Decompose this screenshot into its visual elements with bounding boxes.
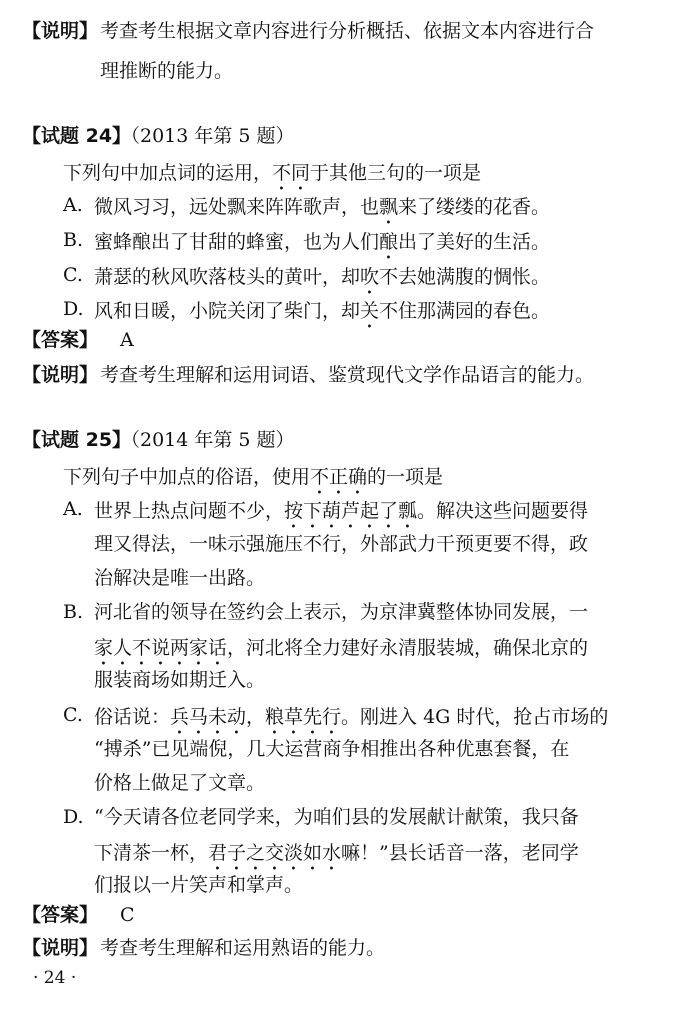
question-meta: （2014 年第 5 题） <box>121 429 295 451</box>
option-text: 蜜蜂酿出了甘甜的蜂蜜，也为人们酿出了美好的生活。 <box>94 231 551 253</box>
emphasis-text: 飘 <box>379 196 399 218</box>
option-label: B. <box>63 229 84 251</box>
emphasis-text: 家人不说两家话 <box>94 637 228 659</box>
explain-tag: 【说明】 <box>22 364 99 386</box>
emphasis-text: 酿 <box>379 231 399 253</box>
option-text: 风和日暖，小院关闭了柴门，却关不住那满园的春色。 <box>94 300 551 322</box>
option-text: 萧瑟的秋风吹落枝头的黄叶，却吹不去她满腹的惆怅。 <box>94 266 551 288</box>
option-text: 下清茶一杯，君子之交淡如水嘛！”县长话音一落，老同学 <box>94 842 579 864</box>
page-number: · 24 · <box>33 968 77 988</box>
emphasis-text: 按下葫芦起了瓢 <box>284 500 418 522</box>
option-text: 世界上热点问题不少，按下葫芦起了瓢。解决这些问题要得 <box>94 500 589 522</box>
option-text: “今天请各位老同学来，为咱们县的发展献计献策，我只备 <box>94 806 579 828</box>
emphasis-text: 不同 <box>272 162 311 184</box>
question-tag: 【试题 25】 <box>22 429 132 451</box>
option-text: 们报以一片笑声和掌声。 <box>94 874 304 896</box>
question-tag: 【试题 24】 <box>22 125 132 147</box>
option-text: 价格上做足了文章。 <box>94 772 266 794</box>
question-stem: 下列句中加点词的运用，不同于其他三句的一项是 <box>63 162 482 184</box>
answer-tag: 【答案】 <box>22 329 99 351</box>
option-text: 家人不说两家话，河北将全力建好永清服装城，确保北京的 <box>94 637 589 659</box>
answer-tag: 【答案】 <box>22 904 99 926</box>
explain-text: 考查考生理解和运用词语、鉴赏现代文学作品语言的能力。 <box>100 364 595 386</box>
emphasis-text: 不正确 <box>310 466 368 488</box>
explain-text: 考查考生根据文章内容进行分析概括、依据文本内容进行合 <box>100 20 595 42</box>
emphasis-text: 兵马未动，粮草先行 <box>170 706 342 728</box>
option-text: 服装商场如期迁入。 <box>94 669 266 691</box>
emphasis-text: 关 <box>360 300 380 322</box>
option-label: C. <box>63 704 83 726</box>
option-text: 微风习习，远处飘来阵阵歌声，也飘来了缕缕的花香。 <box>94 196 551 218</box>
explain-tag: 【说明】 <box>22 20 99 42</box>
answer-value: C <box>120 904 135 926</box>
emphasis-text: 吹 <box>360 266 380 288</box>
option-text: 俗话说：兵马未动，粮草先行。刚进入 4G 时代，抢占市场的 <box>94 706 609 728</box>
option-label: B. <box>63 601 84 623</box>
option-text: 理又得法，一味示强施压不行，外部武力干预更要不得，政 <box>94 533 589 555</box>
option-label: A. <box>63 194 83 216</box>
question-stem: 下列句子中加点的俗语，使用不正确的一项是 <box>63 466 444 488</box>
question-meta: （2013 年第 5 题） <box>121 125 295 147</box>
answer-value: A <box>120 329 134 351</box>
option-label: D. <box>63 298 84 320</box>
option-label: D. <box>63 806 84 828</box>
option-text: 河北省的领导在签约会上表示，为京津冀整体协同发展，一 <box>94 601 589 623</box>
emphasis-text: 君子之交淡如水 <box>208 842 342 864</box>
option-label: A. <box>63 498 83 520</box>
option-label: C. <box>63 264 83 286</box>
explain-tag: 【说明】 <box>22 937 99 959</box>
explain-text-cont: 理推断的能力。 <box>100 60 234 82</box>
option-text: 治解决是唯一出路。 <box>94 567 266 589</box>
option-text: “搏杀”已见端倪，几大运营商争相推出各种优惠套餐，在 <box>94 738 570 760</box>
explain-text: 考查考生理解和运用熟语的能力。 <box>100 937 386 959</box>
